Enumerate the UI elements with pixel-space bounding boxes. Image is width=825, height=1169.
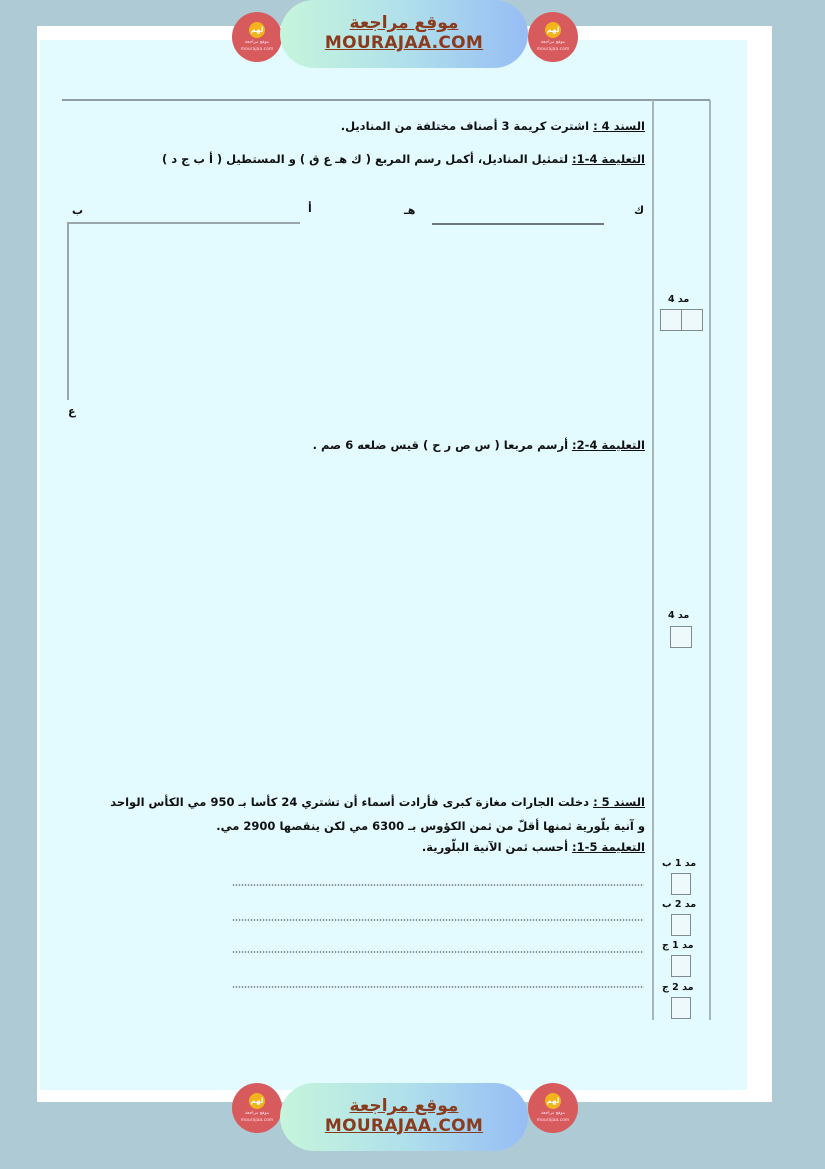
logo-caption-ar: موقع مراجعة bbox=[540, 1111, 566, 1116]
logo-caption-en: mourajaa.com bbox=[536, 47, 570, 52]
grade-box[interactable] bbox=[681, 309, 703, 331]
logo-caption-en: mourajaa.com bbox=[240, 47, 274, 52]
grade-box[interactable] bbox=[670, 626, 692, 648]
rectangle-left-line bbox=[67, 222, 69, 400]
square-side-line bbox=[432, 223, 604, 225]
logo-caption-ar: موقع مراجعة bbox=[244, 1111, 270, 1116]
grade-box[interactable] bbox=[671, 997, 691, 1019]
rectangle-top-line bbox=[68, 222, 300, 224]
logo-caption-en: mourajaa.com bbox=[240, 1118, 274, 1123]
margin-column-right-border bbox=[709, 100, 711, 1020]
grade-label: مد 1 ب bbox=[662, 858, 697, 869]
grade-label-4-1: مد 4 bbox=[668, 294, 690, 305]
banner-domain[interactable]: MOURAJAA.COM bbox=[324, 33, 484, 53]
instruction-5-1 bbox=[422, 840, 645, 854]
site-logo-right-bottom[interactable] bbox=[528, 1083, 578, 1133]
grade-label: مد 1 ج bbox=[662, 940, 694, 951]
exercise5-title: السند 5 : bbox=[593, 795, 645, 809]
logo-caption-en: mourajaa.com bbox=[536, 1118, 570, 1123]
instruction-4-1-label: التعليمة 4-1: bbox=[572, 152, 645, 166]
point-h: هـ bbox=[404, 204, 416, 217]
exercise4-prompt bbox=[341, 119, 645, 133]
logo-caption-ar: موقع مراجعة bbox=[540, 40, 566, 45]
instruction-4-1 bbox=[162, 152, 645, 166]
site-banner-top[interactable] bbox=[280, 0, 528, 68]
grade-box[interactable] bbox=[671, 955, 691, 977]
point-j: ع bbox=[68, 405, 76, 418]
grade-label-4-2: مد 4 bbox=[668, 610, 690, 621]
grade-label: مد 2 ب bbox=[662, 899, 697, 910]
answer-line[interactable] bbox=[232, 986, 644, 988]
site-logo-left[interactable] bbox=[232, 12, 282, 62]
logo-caption-ar: موقع مراجعة bbox=[244, 40, 270, 45]
exercise5-text1: دخلت الجارات مغازة كبرى فأرادت أسماء أن تشتري 24 كأسا بـ 950 مي الكأس الواحد bbox=[110, 795, 594, 809]
book-icon: لهم bbox=[545, 1093, 561, 1109]
book-icon: لهم bbox=[249, 22, 265, 38]
site-logo-left-bottom[interactable] bbox=[232, 1083, 282, 1133]
instruction-4-2-label: التعليمة 4-2: bbox=[572, 438, 645, 452]
answer-line[interactable] bbox=[232, 884, 644, 886]
instruction-4-1-text: لتمثيل المناديل، أكمل رسم المربع ( ك هـ ع ق ) و المستطيل ( أ ب ج د ) bbox=[161, 152, 573, 166]
instruction-4-2-text: أرسم مربعا ( س ص ر ح ) قيس ضلعه 6 صم . bbox=[312, 438, 573, 452]
book-icon: لهم bbox=[545, 22, 561, 38]
instruction-4-2 bbox=[313, 438, 645, 452]
banner-domain[interactable]: MOURAJAA.COM bbox=[324, 1116, 484, 1136]
top-border bbox=[62, 99, 710, 101]
exercise4-title: السند 4 : bbox=[593, 119, 645, 133]
exercise5-line1 bbox=[110, 795, 645, 809]
instruction-5-1-label: التعليمة 5-1: bbox=[572, 840, 645, 854]
grade-box[interactable] bbox=[671, 873, 691, 895]
site-logo-right[interactable] bbox=[528, 12, 578, 62]
exercise5-line2: و آنية بلّورية ثمنها أقلّ من ثمن الكؤوس بـ 6300 مي لكن ينقصها 2900 مي. bbox=[216, 819, 645, 833]
margin-column-left-border bbox=[652, 100, 654, 1020]
instruction-5-1-text: أحسب ثمن الآنية البلّورية. bbox=[421, 840, 573, 854]
answer-line[interactable] bbox=[232, 951, 644, 953]
point-b: ب bbox=[72, 204, 84, 217]
point-a: أ bbox=[308, 202, 312, 215]
book-icon: لهم bbox=[249, 1093, 265, 1109]
grade-box[interactable] bbox=[660, 309, 682, 331]
answer-line[interactable] bbox=[232, 919, 644, 921]
grade-label: مد 2 ج bbox=[662, 982, 694, 993]
site-banner-bottom[interactable] bbox=[280, 1083, 528, 1151]
grade-box[interactable] bbox=[671, 914, 691, 936]
banner-arabic-title: موقع مراجعة bbox=[349, 13, 459, 34]
banner-arabic-title: موقع مراجعة bbox=[349, 1096, 459, 1117]
point-k: ك bbox=[634, 204, 645, 217]
exercise4-text: اشترت كريمة 3 أصناف مختلفة من المناديل. bbox=[340, 119, 594, 133]
